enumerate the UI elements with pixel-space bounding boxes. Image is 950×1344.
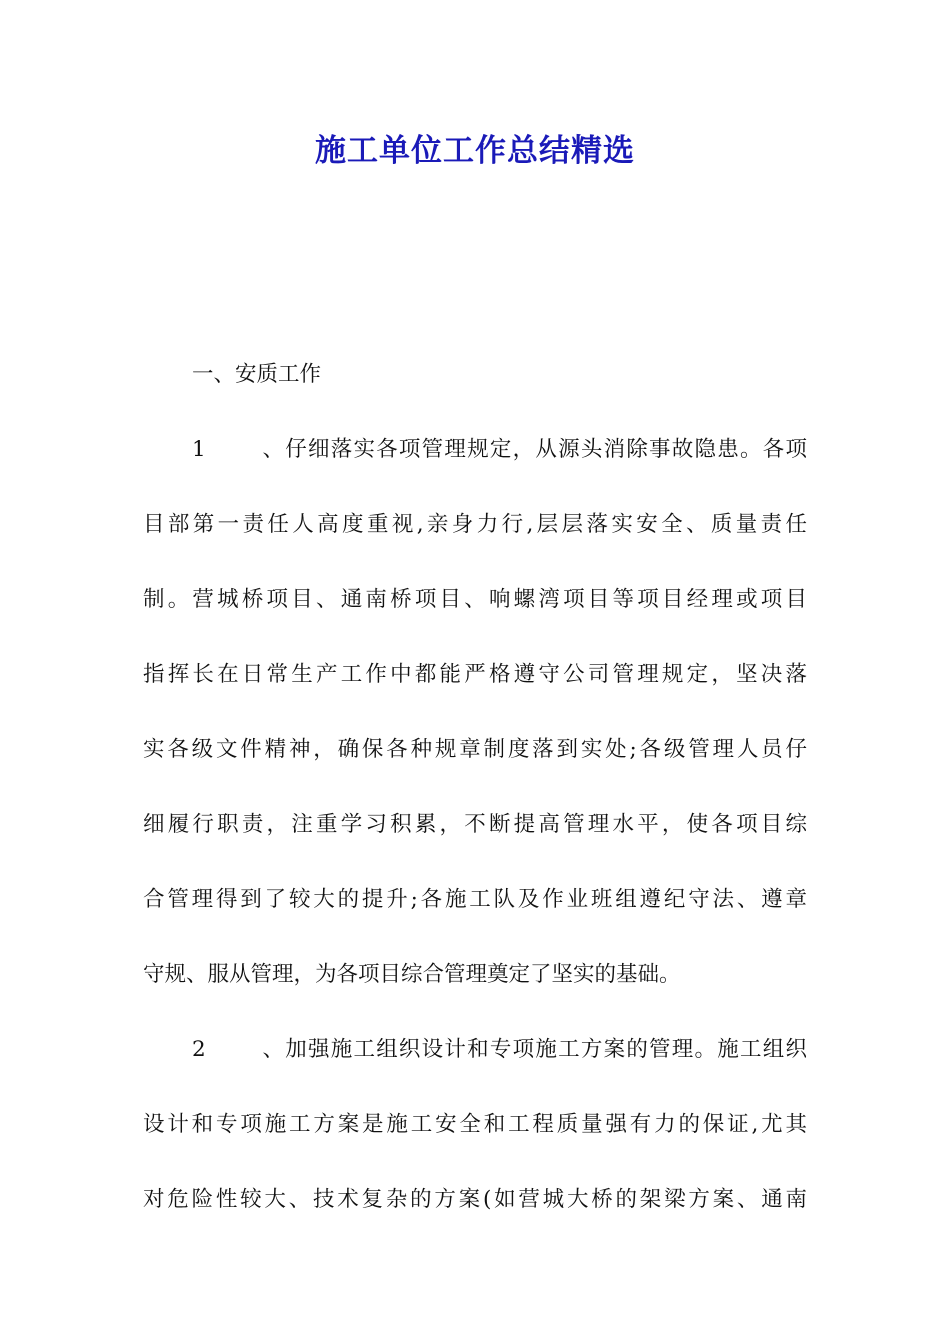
paragraph-line: 守规、服从管理，为各项目综合管理奠定了坚实的基础。 [143,962,681,987]
paragraph-line: 实各级文件精神，确保各种规章制度落到实处;各级管理人员仔 [143,737,807,762]
paragraph-text: 加强施工组织设计和专项施工方案的管理。施工组织 [284,1037,807,1062]
item-number: 2、 [192,1037,284,1062]
paragraph-text: 仔细落实各项管理规定，从源头消除事故隐患。各项 [284,437,807,462]
paragraph-line: 设计和专项施工方案是施工安全和工程质量强有力的保证,尤其 [143,1112,807,1137]
paragraph-line: 对危险性较大、技术复杂的方案(如营城大桥的架梁方案、通南 [143,1187,807,1212]
paragraph-line: 指挥长在日常生产工作中都能严格遵守公司管理规定，坚决落 [143,662,807,687]
paragraph-line: 制。营城桥项目、通南桥项目、响螺湾项目等项目经理或项目 [143,587,807,612]
item-number: 1、 [192,437,284,462]
paragraph-line: 目部第一责任人高度重视,亲身力行,层层落实安全、质量责任 [143,512,807,537]
document-title: 施工单位工作总结精选 [315,133,635,169]
paragraph-line: 细履行职责，注重学习积累，不断提高管理水平，使各项目综 [143,812,807,837]
section-heading: 一、安质工作 [192,362,322,387]
document-body [143,337,807,1237]
paragraph-line [143,1012,807,1087]
paragraph-line [143,412,807,487]
paragraph-line: 合管理得到了较大的提升;各施工队及作业班组遵纪守法、遵章 [143,887,807,912]
